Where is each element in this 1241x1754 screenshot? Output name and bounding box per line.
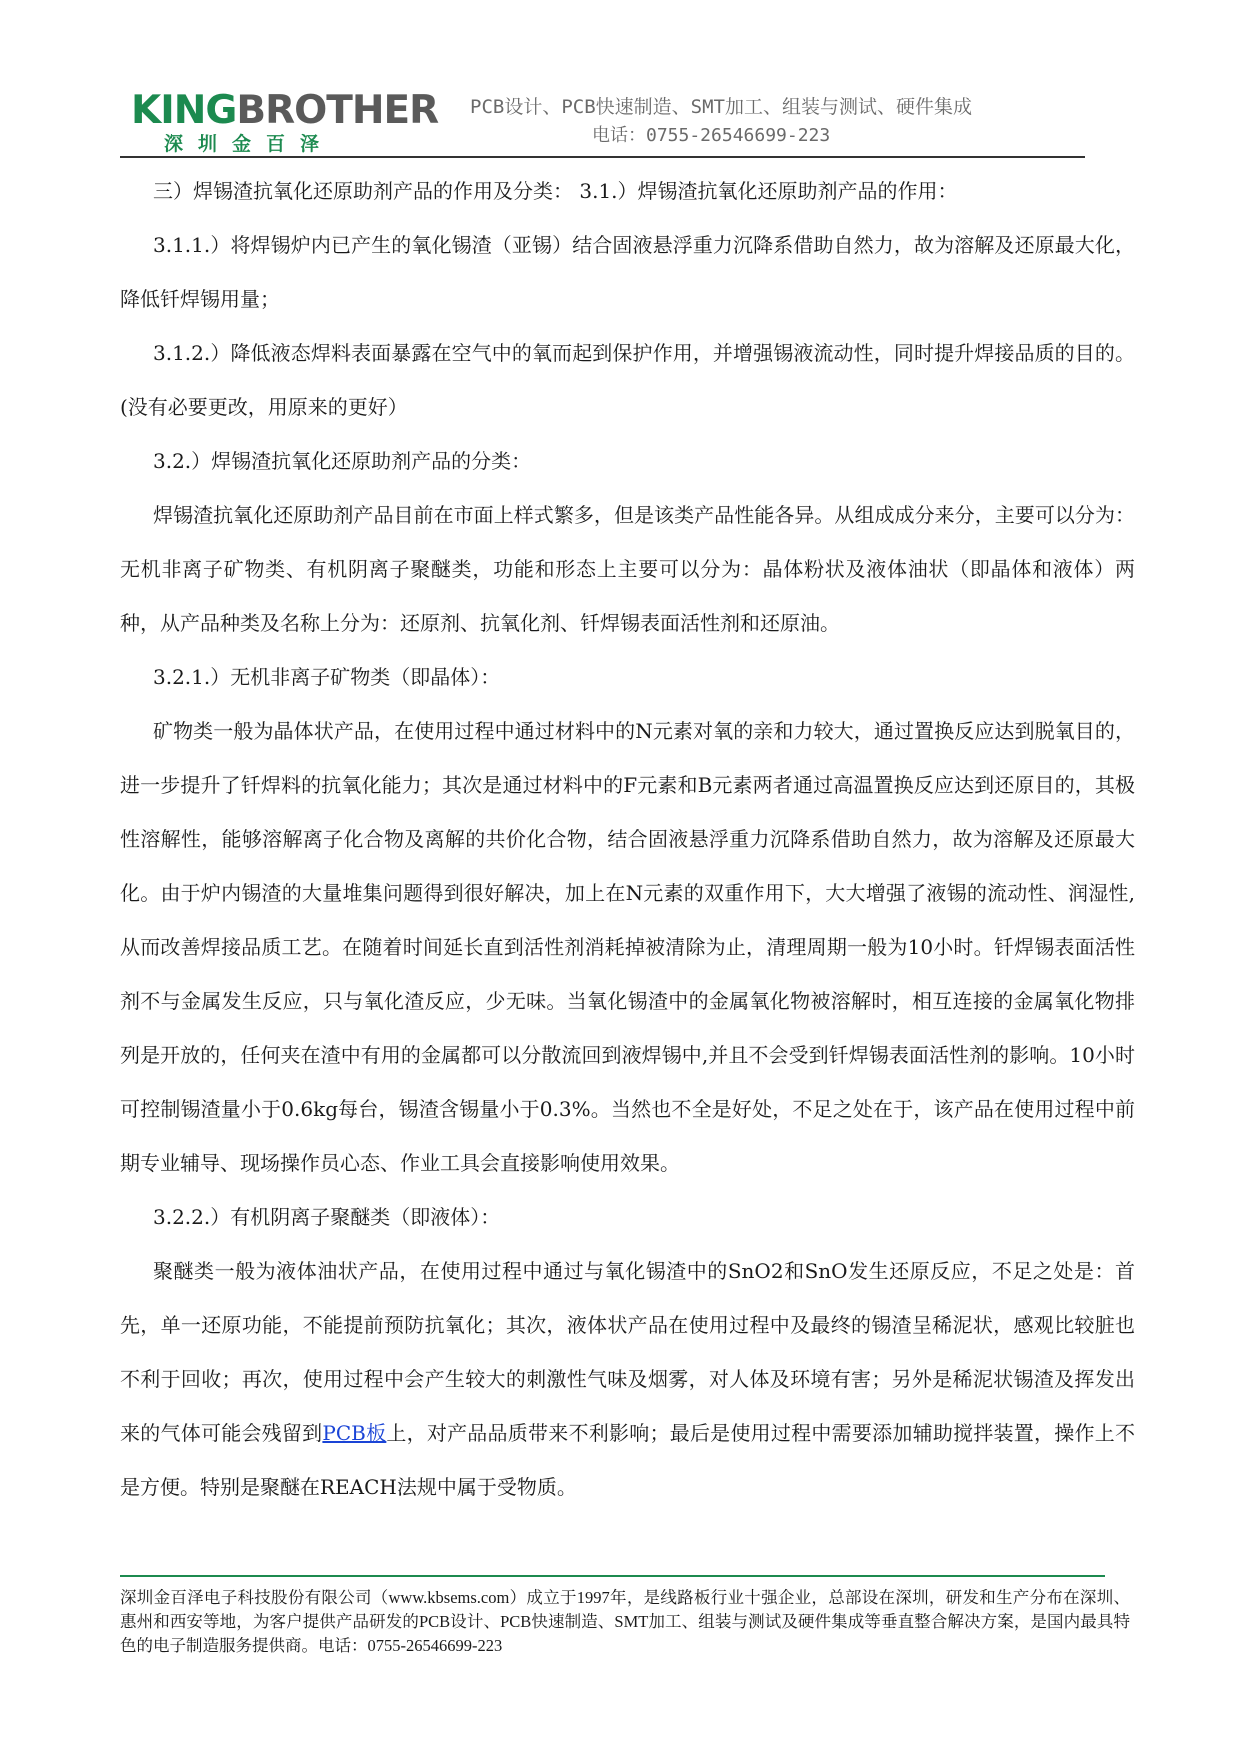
paragraph: 焊锡渣抗氧化还原助剂产品目前在市面上样式繁多，但是该类产品性能各异。从组成成分来分，主要可以分为：无机非离子矿物类、有机阴离子聚醚类，功能和形态上主要可以分为：晶体粉状及液体油状（即晶体和液体）两种，从产品种类及名称上分为：还原剂、抗氧化剂、钎焊锡表面活性剂和还原油。 bbox=[120, 503, 1135, 635]
paragraph-text: 上，对产品品质带来不利影响；最后是使用过程中需要添加辅助搅拌装置，操作上不是方便。特别是聚醚在REACH法规中属于受物质。 bbox=[120, 1421, 1135, 1499]
subsection-heading: 3.2.1.）无机非离子矿物类（即晶体）： bbox=[153, 665, 501, 689]
paragraph: 3.1.2.）降低液态焊料表面暴露在空气中的氧而起到保护作用，并增强锡液流动性，同时提升焊接品质的目的。(没有必要更改，用原来的更好） bbox=[120, 341, 1135, 419]
pcb-board-link[interactable]: PCB板 bbox=[322, 1421, 387, 1445]
footer-divider bbox=[120, 1575, 1105, 1577]
footer-text: 深圳金百泽电子科技股份有限公司（www.kbsems.com）成立于1997年，是线路板行业十强企业，总部设在深圳，研发和生产分布在深圳、惠州和西安等地，为客户提供产品研发的PCB设计、PCB快速制造、SMT加工、组装与测试及硬件集成等垂直整合解决方案，是国内最具特色的电子制造服务提供商。电话：0755-26546699-223 bbox=[120, 1588, 1130, 1655]
paragraph: 矿物类一般为晶体状产品，在使用过程中通过材料中的N元素对氧的亲和力较大，通过置换反应达到脱氧目的，进一步提升了钎焊料的抗氧化能力；其次是通过材料中的F元素和B元素两者通过高温置换反应达到还原目的，其极性溶解性，能够溶解离子化合物及离解的共价化合物，结合固液悬浮重力沉降系借助自然力，故为溶解及还原最大化。由于炉内锡渣的大量堆集问题得到很好解决，加上在N元素的双重作用下，大大增强了液锡的流动性、润湿性,从而改善焊接品质工艺。在随着时间延长直到活性剂消耗掉被清除为止，清理周期一般为10小时。钎焊锡表面活性剂不与金属发生反应，只与氧化渣反应，少无味。当氧化锡渣中的金属氧化物被溶解时，相互连接的金属氧化物排列是开放的，任何夹在渣中有用的金属都可以分散流回到液焊锡中,并且不会受到钎焊锡表面活性剂的影响。10小时可控制锡渣量小于0.6kg每台，锡渣含锡量小于0.3%。当然也不全是好处，不足之处在于，该产品在使用过程中前期专业辅导、现场操作员心态、作业工具会直接影响使用效果。 bbox=[120, 719, 1135, 1175]
header-divider bbox=[120, 156, 1085, 158]
subsection-heading: 3.2.）焊锡渣抗氧化还原助剂产品的分类： bbox=[153, 449, 532, 473]
document-body bbox=[120, 164, 1135, 1514]
company-logo bbox=[131, 88, 439, 160]
section-heading: 三）焊锡渣抗氧化还原助剂产品的作用及分类： 3.1.）焊锡渣抗氧化还原助剂产品的作用： bbox=[153, 179, 958, 203]
paragraph bbox=[120, 1244, 1135, 1514]
header-phone: 电话：0755-26546699-223 bbox=[592, 125, 831, 146]
header-tagline: PCB设计、PCB快速制造、SMT加工、组装与测试、硬件集成 bbox=[470, 96, 972, 118]
logo-wordmark bbox=[131, 88, 439, 133]
logo-brother: BROTHER bbox=[236, 88, 439, 133]
paragraph: 3.1.1.）将焊锡炉内已产生的氧化锡渣（亚锡）结合固液悬浮重力沉降系借助自然力，故为溶解及还原最大化，降低钎焊锡用量； bbox=[120, 233, 1135, 311]
logo-king: KING bbox=[131, 88, 237, 133]
logo-chinese-name: 深圳金百泽 bbox=[164, 133, 335, 155]
paragraph-text: 聚醚类一般为液体油状产品，在使用过程中通过与氧化锡渣中的SnO2和SnO发生还原反应，不足之处是：首先，单一还原功能，不能提前预防抗氧化；其次，液体状产品在使用过程中及最终的锡渣呈稀泥状，感观比较脏也不利于回收；再次，使用过程中会产生较大的刺激性气味及烟雾，对人体及环境有害；另外是稀泥状锡渣及挥发出来的气体可能会残留到 bbox=[120, 1259, 1135, 1445]
subsection-heading: 3.2.2.）有机阴离子聚醚类（即液体）： bbox=[153, 1205, 501, 1229]
